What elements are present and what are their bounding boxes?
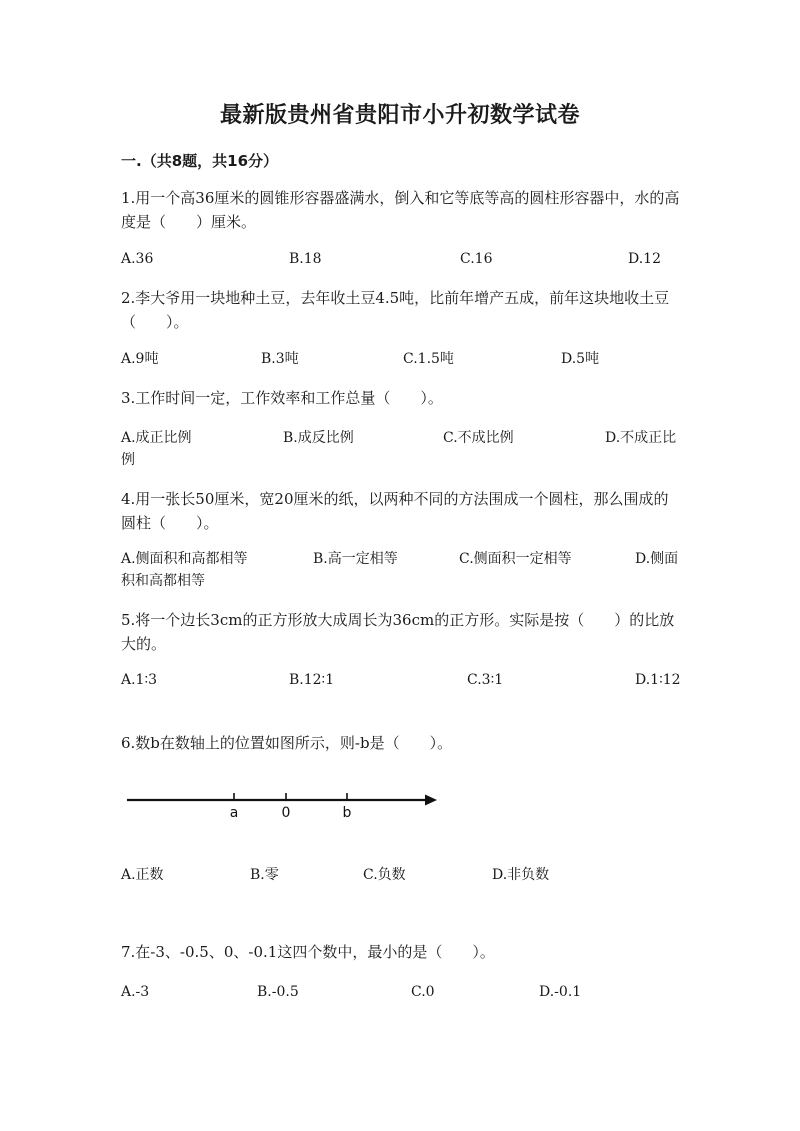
- option-d[interactable]: D.-0.1: [539, 984, 582, 1000]
- option-c[interactable]: C.1.5吨: [403, 351, 454, 367]
- option-c[interactable]: C.不成比例: [443, 430, 514, 446]
- question-7-text: 7.在-3、-0.5、0、-0.1这四个数中，最小的是（ ）。: [121, 943, 495, 961]
- number-line-figure: [121, 783, 451, 823]
- option-b[interactable]: B.3吨: [261, 351, 299, 367]
- option-a[interactable]: A.9吨: [121, 351, 159, 367]
- label-b: b: [342, 805, 352, 821]
- question-5-options: [121, 669, 681, 717]
- question-1-text: 1.用一个高36厘米的圆锥形容器盛满水，倒入和它等底等高的圆柱形容器中，水的高度是（ ）厘米。: [121, 189, 680, 231]
- option-b[interactable]: B.零: [250, 867, 279, 883]
- question-3-text: 3.工作时间一定，工作效率和工作总量（ ）。: [121, 389, 443, 407]
- question-6-options: [121, 864, 681, 912]
- question-4-options: [121, 548, 681, 596]
- question-2-text: 2.李大爷用一块地种土豆，去年收土豆4.5吨，比前年增产五成，前年这块地收土豆（ ）。: [121, 289, 670, 331]
- option-c[interactable]: C.3∶1: [467, 672, 504, 688]
- option-c[interactable]: C.负数: [363, 867, 406, 883]
- option-a[interactable]: A.正数: [121, 867, 164, 883]
- section-header: 一.（共8题，共16分）: [121, 152, 279, 170]
- label-zero: 0: [281, 805, 291, 821]
- option-c[interactable]: C.0: [411, 984, 435, 1000]
- option-d[interactable]: D.1∶12: [635, 672, 681, 688]
- option-a[interactable]: A.侧面积和高都相等: [121, 551, 248, 567]
- question-6-text: 6.数b在数轴上的位置如图所示，则-b是（ ）。: [121, 734, 453, 752]
- option-c[interactable]: C.16: [460, 251, 493, 267]
- question-7-options: [121, 981, 681, 1029]
- arrow-head-icon: [425, 795, 437, 806]
- question-3-options: [121, 427, 681, 475]
- option-b[interactable]: B.-0.5: [257, 984, 299, 1000]
- option-b[interactable]: B.18: [289, 251, 322, 267]
- option-d[interactable]: D.5吨: [561, 351, 600, 367]
- option-d[interactable]: D.非负数: [492, 867, 550, 883]
- question-4-text: 4.用一张长50厘米，宽20厘米的纸，以两种不同的方法围成一个圆柱，那么围成的圆柱（ ）。: [121, 490, 669, 532]
- label-a: a: [229, 805, 239, 821]
- option-b[interactable]: B.成反比例: [283, 430, 354, 446]
- option-a[interactable]: A.-3: [121, 984, 150, 1000]
- option-a[interactable]: A.成正比例: [121, 430, 192, 446]
- option-c[interactable]: C.侧面积一定相等: [459, 551, 572, 567]
- exam-title: 最新版贵州省贵阳市小升初数学试卷: [219, 103, 580, 128]
- option-b[interactable]: B.高一定相等: [313, 551, 398, 567]
- question-5-text: 5.将一个边长3cm的正方形放大成周长为36cm的正方形。实际是按（ ）的比放大的。: [121, 611, 675, 653]
- option-a[interactable]: A.1∶3: [121, 672, 158, 688]
- option-d[interactable]: D.不成正比例: [121, 430, 677, 468]
- option-d[interactable]: D.12: [628, 251, 661, 267]
- option-d[interactable]: D.侧面积和高都相等: [121, 551, 679, 589]
- option-a[interactable]: A.36: [121, 251, 154, 267]
- option-b[interactable]: B.12∶1: [289, 672, 335, 688]
